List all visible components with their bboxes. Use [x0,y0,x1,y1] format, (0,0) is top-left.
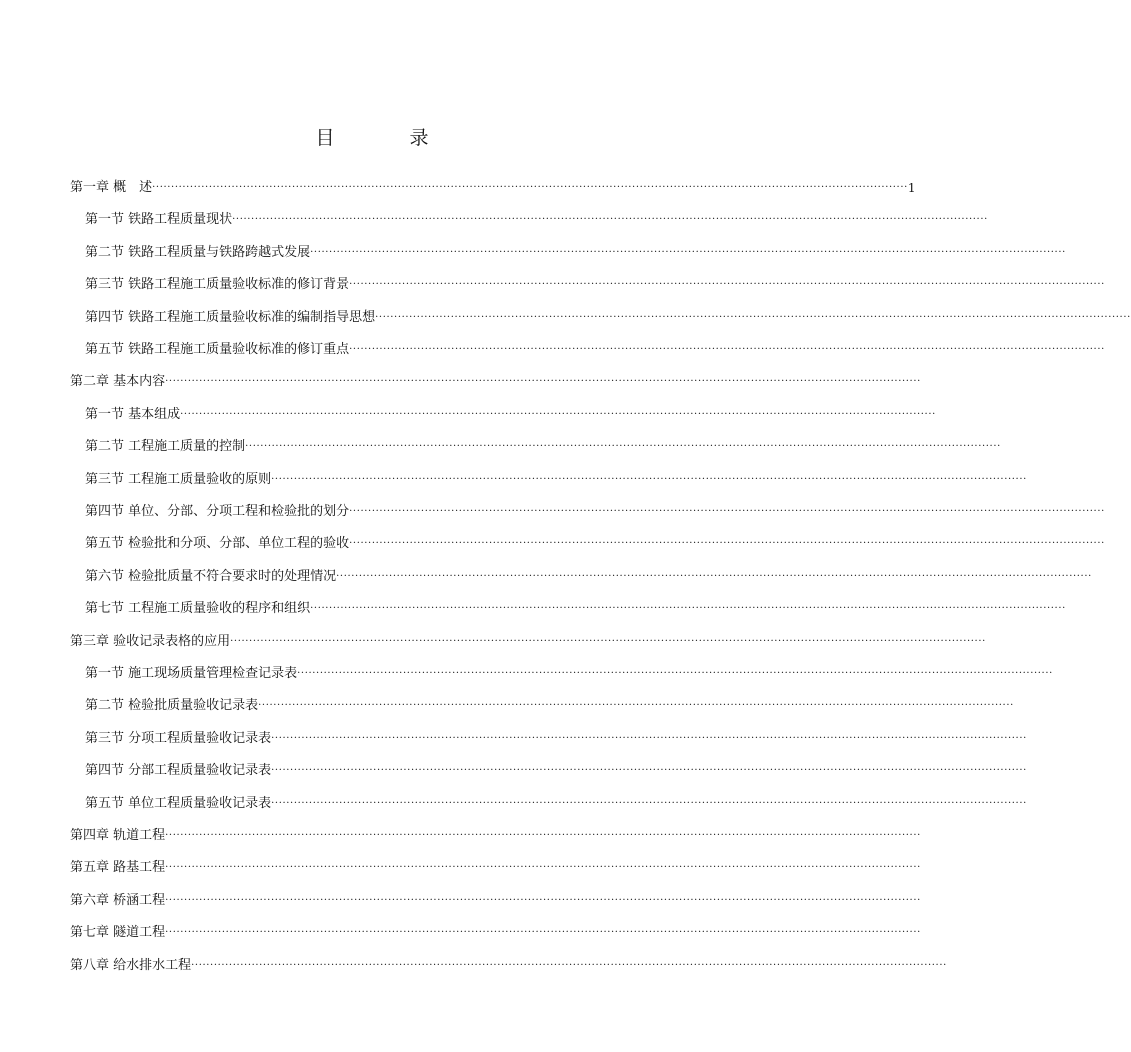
toc-entry-label: 第七节 工程施工质量验收的程序和组织 [85,601,311,617]
toc-section-entry [85,534,1105,554]
toc-chapter-entry [70,956,947,976]
toc-entry-label: 第五节 铁路工程施工质量验收标准的修订重点 [85,342,350,357]
toc-section-entry [85,696,1014,716]
toc-dot-leader: ········································································································································································································ [271,473,1027,485]
toc-dot-leader: ········································································································································································································ [271,732,1027,744]
toc-dot-leader: ········································································································································································································ [165,862,921,874]
toc-entry-label: 第二节 检验批质量验收记录表 [85,698,259,714]
toc-dot-leader: ········································································································································································································ [310,246,1066,258]
toc-entry-label: 第一节 基本组成 [85,406,181,422]
toc-section-entry [85,794,1027,814]
toc-dot-leader: ········································································································································································································ [258,700,1014,712]
toc-chapter-entry [70,632,986,652]
toc-dot-leader: ········································································································································································································ [191,959,947,971]
toc-section-entry [85,761,1027,781]
toc-page-number: 1 [907,181,916,195]
toc-entry-label: 第一章 概 述 [70,180,153,195]
toc-title: 目 录 [315,127,457,149]
toc-section-entry [85,567,1092,587]
toc-entry-label: 第六章 桥涵工程 [70,892,166,908]
toc-chapter-entry [70,923,921,943]
toc-dot-leader: ········································································································································································································ [271,797,1027,809]
toc-dot-leader: ········································································································································································································ [336,570,1092,582]
toc-entry-label: 第二章 基本内容 [70,374,166,390]
toc-entry-label: 第一节 铁路工程质量现状 [85,212,233,228]
toc-dot-leader: ········································································································································································································ [349,279,1105,291]
toc-chapter-entry [70,891,921,911]
toc-dot-leader: ········································································································································································································ [271,765,1027,777]
toc-entry-label: 第三节 工程施工质量验收的原则 [85,471,272,487]
toc-section-entry [85,308,1131,328]
toc-entry-label: 第七章 隧道工程 [70,925,166,941]
toc-dot-leader: ········································································································································································································ [349,506,1105,517]
toc-section-entry [85,502,1105,522]
toc-section-entry [85,405,936,425]
toc-section-entry [85,470,1027,490]
toc-entry-label: 第四节 单位、分部、分项工程和检验批的划分 [85,504,350,519]
toc-entry-label: 第三节 铁路工程施工质量验收标准的修订背景 [85,277,350,293]
toc-entry-label: 第五节 检验批和分项、分部、单位工程的验收 [85,536,350,552]
toc-dot-leader: ········································································································································································································ [375,311,1131,323]
toc-section-entry [85,437,1001,457]
toc-dot-leader: ········································································································································································································ [152,182,908,193]
toc-dot-leader: ········································································································································································································ [349,344,1105,355]
toc-entry-label: 第二节 工程施工质量的控制 [85,439,246,455]
toc-dot-leader: ········································································································································································································ [310,603,1066,615]
toc-dot-leader: ········································································································································································································ [297,668,1053,679]
toc-dot-leader: ········································································································································································································ [165,376,921,388]
toc-entry-label: 第四节 铁路工程施工质量验收标准的编制指导思想 [85,309,376,325]
toc-chapter-entry [70,178,916,198]
toc-section-entry [85,275,1105,295]
toc-entry-label: 第六节 检验批质量不符合要求时的处理情况 [85,568,337,584]
toc-entry-label: 第二节 铁路工程质量与铁路跨越式发展 [85,244,311,260]
toc-entry-label: 第四章 轨道工程 [70,828,166,843]
toc-entry-label: 第五章 路基工程 [70,860,166,876]
toc-entry-label: 第四节 分部工程质量验收记录表 [85,763,272,779]
toc-chapter-entry [70,826,921,846]
toc-entry-label: 第五节 单位工程质量验收记录表 [85,795,272,811]
toc-entry-label: 第一节 施工现场质量管理检查记录表 [85,666,298,681]
toc-dot-leader: ········································································································································································································ [245,441,1001,453]
toc-section-entry [85,340,1105,360]
toc-dot-leader: ········································································································································································································ [180,408,936,420]
toc-entry-label: 第三节 分项工程质量验收记录表 [85,730,272,746]
toc-section-entry [85,599,1066,619]
toc-chapter-entry [70,372,921,392]
toc-entry-label: 第三章 验收记录表格的应用 [70,633,231,649]
toc-dot-leader: ········································································································································································································ [165,830,921,841]
toc-dot-leader: ········································································································································································································ [165,927,921,939]
toc-dot-leader: ········································································································································································································ [349,538,1105,550]
toc-dot-leader: ········································································································································································································ [230,635,986,647]
toc-entry-label: 第八章 给水排水工程 [70,957,192,973]
toc-section-entry [85,729,1027,749]
toc-section-entry [85,210,988,230]
toc-section-entry [85,664,1053,684]
toc-dot-leader: ········································································································································································································ [232,214,988,226]
toc-chapter-entry [70,858,921,878]
toc-section-entry [85,243,1066,263]
toc-dot-leader: ········································································································································································································ [165,894,921,906]
